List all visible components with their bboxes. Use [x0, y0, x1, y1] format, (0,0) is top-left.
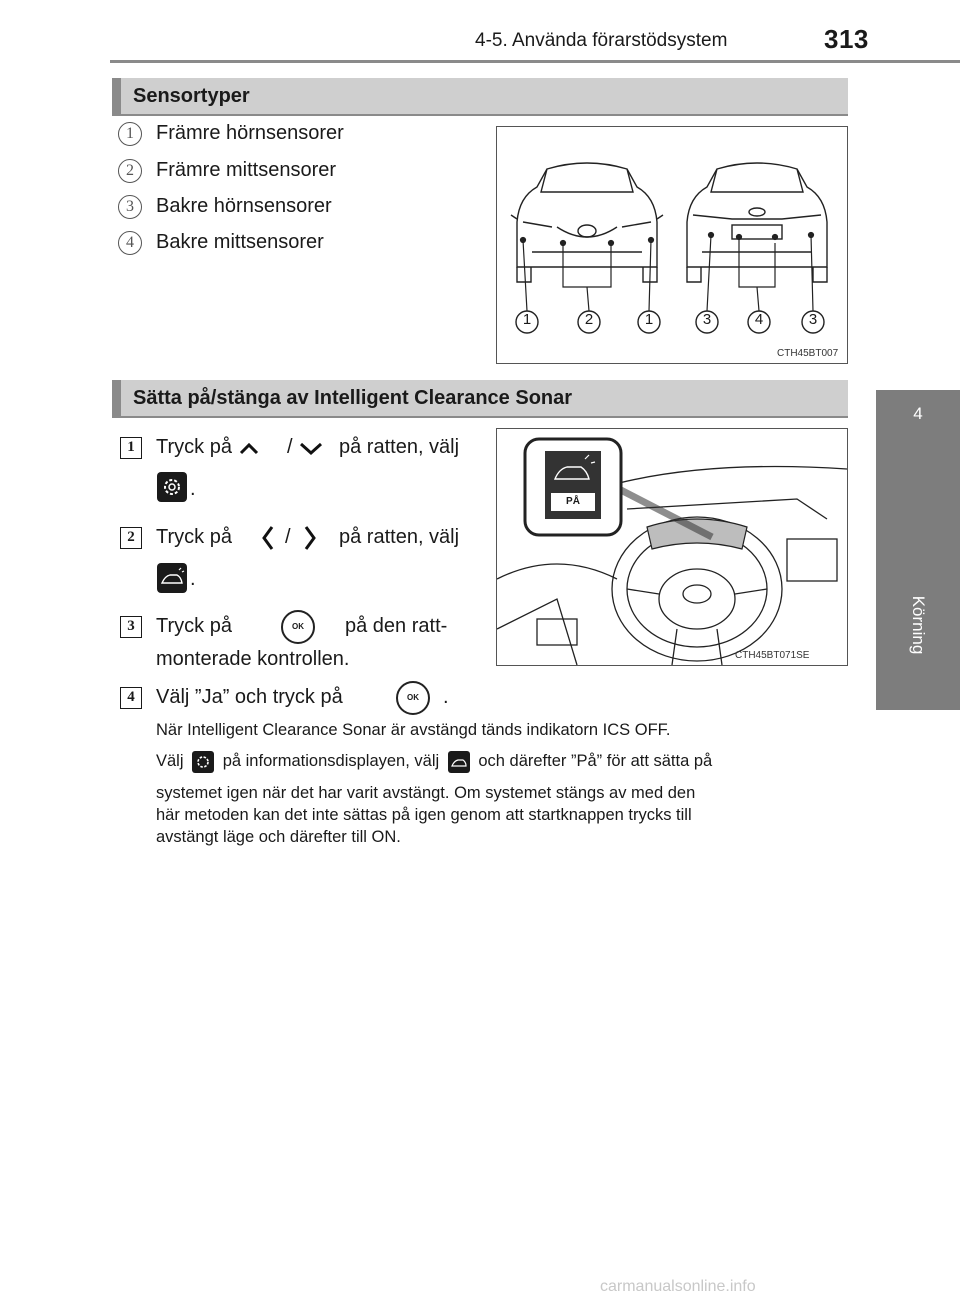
list-item: Främre mittsensorer [156, 159, 337, 181]
step-text: Välj ”Ja” och tryck på [156, 686, 343, 708]
note-line: här metoden kan det inte sättas på igen genom att startknappen trycks till [156, 806, 692, 824]
watermark: carmanualsonline.info [600, 1278, 756, 1295]
chevron-left-icon [260, 524, 276, 552]
step-text: Tryck på [156, 615, 232, 637]
list-number: 1 [118, 122, 142, 146]
callout-6: 3 [808, 311, 818, 328]
steering-figure [496, 428, 848, 666]
figure-code: CTH45BT007 [777, 348, 839, 359]
header-rule [110, 60, 960, 63]
list-item: Främre hörnsensorer [156, 122, 344, 144]
display-on-label: PÅ [566, 496, 580, 507]
settings-gear-icon [192, 751, 214, 773]
callout-1: 1 [522, 311, 532, 328]
sensor-section-title: Sensortyper [133, 85, 250, 107]
step-separator: / [287, 436, 293, 458]
step-text: Tryck på [156, 436, 232, 458]
callout-5: 4 [754, 311, 764, 328]
list-item: Bakre mittsensorer [156, 231, 324, 253]
step-text: på ratten, välj [339, 526, 460, 548]
step-text: . [443, 686, 449, 708]
page-number: 313 [824, 24, 869, 54]
car-sensor-illustration [497, 127, 847, 363]
step-text: Tryck på [156, 526, 232, 548]
chevron-right-icon [302, 524, 318, 552]
toggle-section-title: Sätta på/stänga av Intelligent Clearance Sonar [133, 387, 573, 409]
note-line: systemet igen när det har varit avstängt. Om systemet stängs av med den [156, 784, 696, 802]
step-number: 3 [120, 616, 142, 638]
steering-wheel-illustration [497, 429, 847, 665]
figure-code: CTH45BT071SE [735, 650, 810, 661]
callout-4: 3 [702, 311, 712, 328]
list-number: 4 [118, 231, 142, 255]
note-line: avstängt läge och därefter till ON. [156, 828, 401, 846]
note-line: När Intelligent Clearance Sonar är avstängd tänds indikatorn ICS OFF. [156, 721, 671, 739]
step-number: 2 [120, 527, 142, 549]
chapter-label: Körning [909, 595, 928, 655]
step-separator: / [285, 526, 291, 548]
sensor-section-header [112, 78, 848, 114]
chevron-up-icon [238, 440, 260, 456]
step-number: 4 [120, 687, 142, 709]
step-text: monterade kontrollen. [156, 648, 350, 670]
step-number: 1 [120, 437, 142, 459]
list-number: 3 [118, 195, 142, 219]
clearance-sonar-icon [448, 751, 470, 773]
callout-2: 2 [584, 311, 594, 328]
step-text: på ratten, välj [339, 436, 460, 458]
clearance-sonar-icon [157, 563, 187, 593]
chapter-number: 4 [913, 404, 923, 423]
chevron-down-icon [298, 440, 324, 456]
step-text: . [190, 478, 196, 500]
list-item: Bakre hörnsensorer [156, 195, 332, 217]
ok-button-icon: OK [396, 681, 430, 715]
section-title: 4-5. Använda förarstödsystem [475, 30, 728, 51]
step-text: på den ratt- [345, 615, 448, 637]
list-number: 2 [118, 159, 142, 183]
sensor-figure [496, 126, 848, 364]
callout-3: 1 [644, 311, 654, 328]
ok-button-icon: OK [281, 610, 315, 644]
chapter-label-box [903, 580, 933, 670]
settings-gear-icon [157, 472, 187, 502]
step-text: . [190, 568, 196, 590]
toggle-section-header [112, 380, 848, 416]
note-line: Välj på informationsdisplayen, välj och därefter ”På” för att sätta på [156, 750, 712, 773]
